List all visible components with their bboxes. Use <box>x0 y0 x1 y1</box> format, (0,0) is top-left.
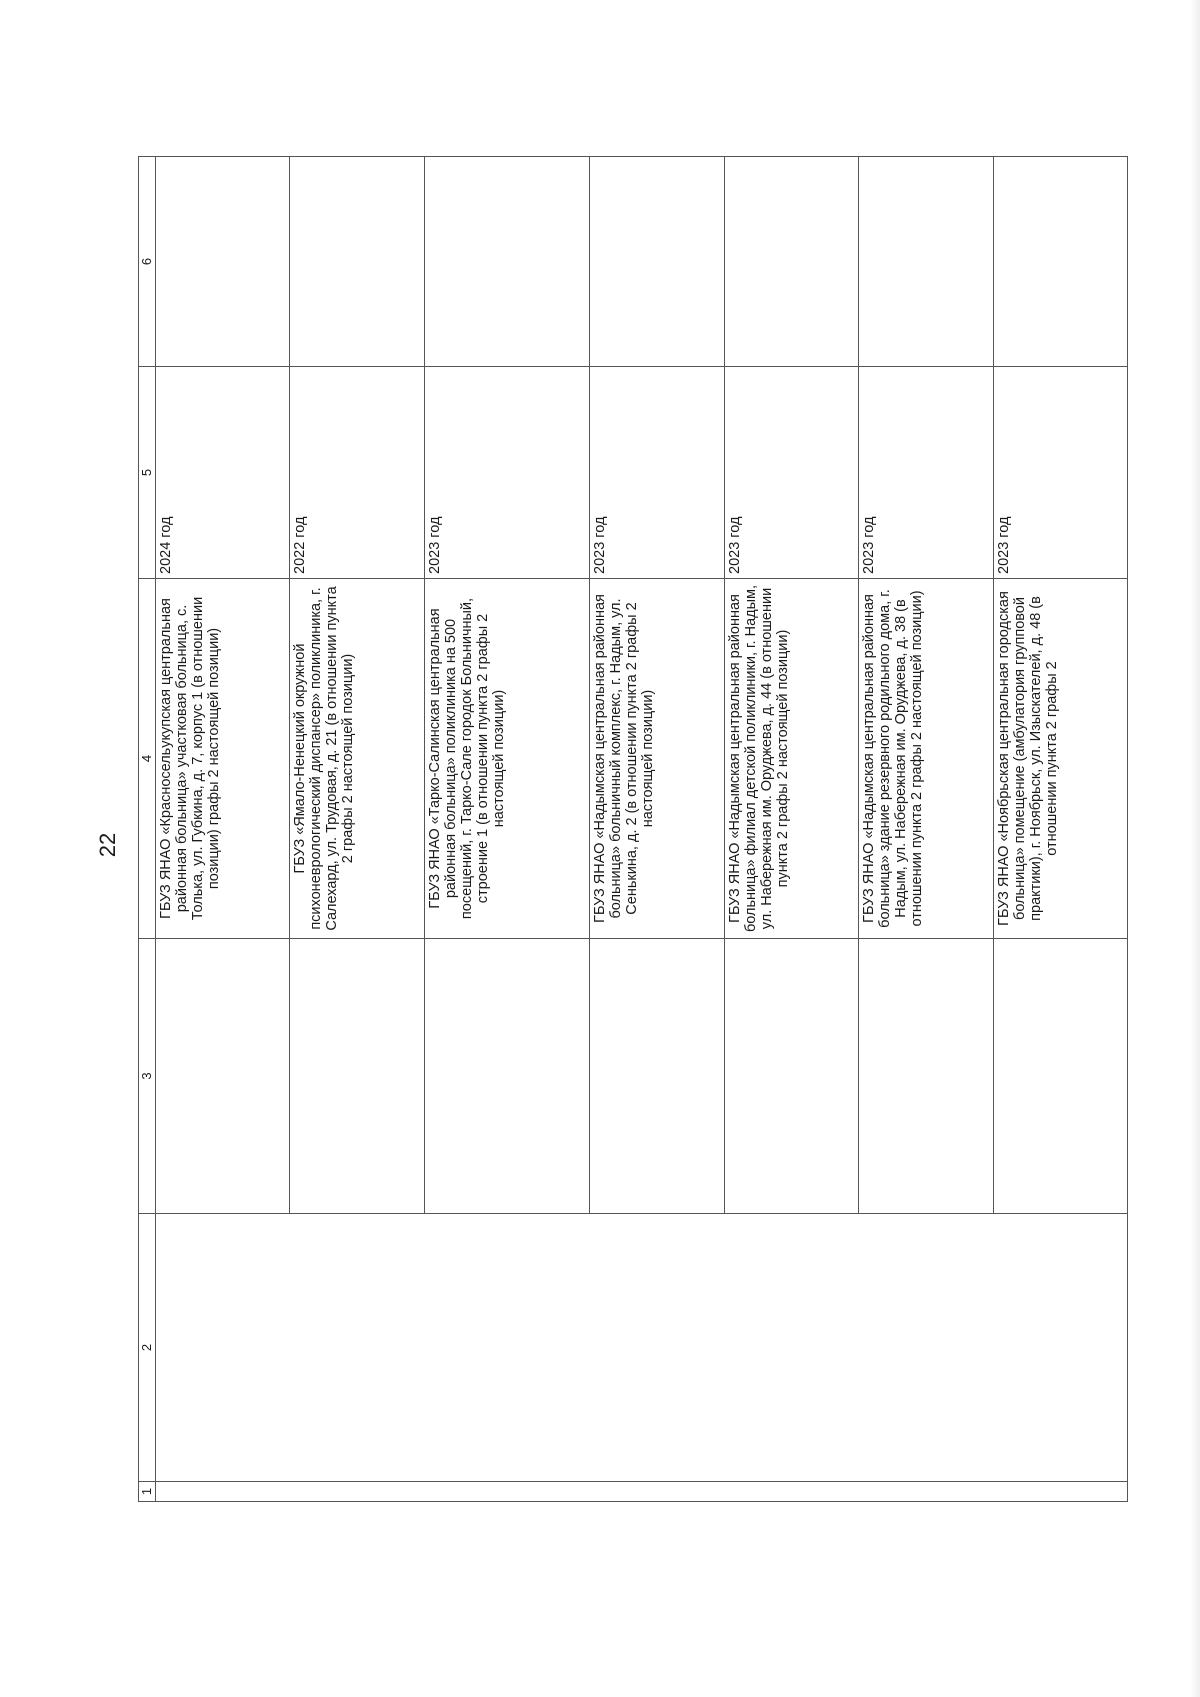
column-number: 3 <box>139 939 156 1214</box>
col6-cell <box>590 157 724 367</box>
year-cell: 2024 год <box>156 367 290 579</box>
column-number-row <box>139 157 156 1502</box>
col6-cell <box>290 157 424 367</box>
col3-cell <box>290 939 424 1214</box>
document-table <box>138 156 1128 1502</box>
column-number: 4 <box>139 579 156 939</box>
year-cell: 2023 год <box>993 367 1127 579</box>
column-number: 6 <box>139 157 156 367</box>
col6-cell <box>859 157 993 367</box>
facility-cell: ГБУЗ «Ямало-Ненецкий окружной психоневрологический диспансер» поликлиника, г. Салехард, ул. Трудовая, д. 21 (в отношении пункта 2 графы 2 настоящей позиции) <box>290 579 424 939</box>
col3-cell <box>859 939 993 1214</box>
col3-cell <box>156 939 290 1214</box>
facility-cell: ГБУЗ ЯНАО «Красносельукупская центральная районная больница» участковая больница, с. Толька, ул. Губкина, д. 7, корпус 1 (в отношении позиции) графы 2 настоящей позиции) <box>156 579 290 939</box>
col3-cell <box>424 939 590 1214</box>
year-cell: 2023 год <box>859 367 993 579</box>
rotated-table-container <box>138 157 1128 1502</box>
facility-cell: ГБУЗ ЯНАО «Надымская центральная районная больница» больничный комплекс, г. Надым, ул. Сенькина, д. 2 (в отношении пункта 2 графы 2 настоящей позиции) <box>590 579 724 939</box>
column-number: 2 <box>139 1214 156 1482</box>
col6-cell <box>156 157 290 367</box>
facility-cell: ГБУЗ ЯНАО «Ноябрьская центральная городская больница» помещение (амбулатория групповой практики), г. Ноябрьск, ул. Изыскателей, д. 48 (в отношении пункта 2 графы 2 <box>993 579 1127 939</box>
page-number-text: 22 <box>95 832 120 858</box>
col3-cell <box>993 939 1127 1214</box>
year-cell: 2023 год <box>590 367 724 579</box>
year-cell: 2023 год <box>424 367 590 579</box>
year-cell: 2023 год <box>724 367 858 579</box>
column-number: 1 <box>139 1482 156 1502</box>
facility-cell: ГБУЗ ЯНАО «Надымская центральная районная больница» здание резервного родильного дома, г. Надым, ул. Набережная им. Оруджева, д. 38 (в отношении пункта 2 графы 2 настоящей позиции) <box>859 579 993 939</box>
year-cell: 2022 год <box>290 367 424 579</box>
col2-cell <box>156 1214 1128 1482</box>
table-row <box>156 157 290 1502</box>
col3-cell <box>724 939 858 1214</box>
col3-cell <box>590 939 724 1214</box>
col6-cell <box>724 157 858 367</box>
facility-cell: ГБУЗ ЯНАО «Надымская центральная районная больница» филиал детской поликлиники, г. Надым, ул. Набережная им. Оруджева, д. 44 (в отношении пункта 2 графы 2 настоящей позиции) <box>724 579 858 939</box>
col6-cell <box>993 157 1127 367</box>
page-edge-shadow <box>1190 0 1200 1697</box>
column-number: 5 <box>139 367 156 579</box>
col6-cell <box>424 157 590 367</box>
facility-cell: ГБУЗ ЯНАО «Тарко-Салинская центральная районная больница» поликлиника на 500 посещений, г. Тарко-Сале городок Больничный, строение 1 (в отношении пункта 2 графы 2 настоящей позиции) <box>424 579 590 939</box>
col1-cell <box>156 1482 1128 1502</box>
